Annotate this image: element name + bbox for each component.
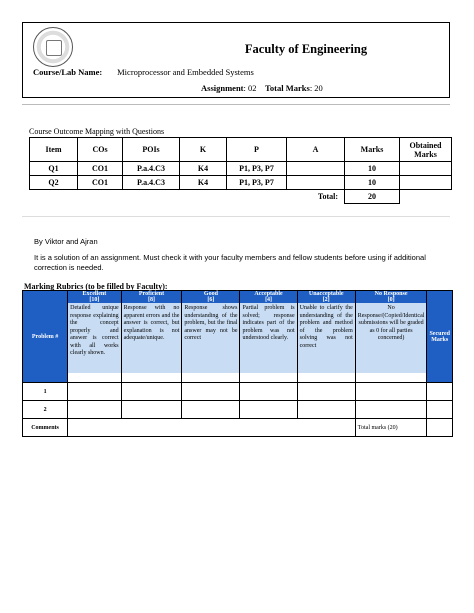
level-acceptable [240, 291, 297, 383]
level-name: Excellent [10] [68, 291, 121, 303]
level-proficient [121, 291, 182, 383]
score-cell[interactable] [297, 383, 355, 401]
table-row [23, 383, 453, 401]
obtained-marks-cell[interactable] [400, 176, 452, 190]
course-label: Course/Lab Name: [33, 67, 103, 77]
score-cell[interactable] [121, 401, 182, 419]
score-cell[interactable] [68, 401, 122, 419]
rubrics-table [22, 290, 453, 437]
authors-text: By Viktor and Ajran [34, 237, 98, 246]
co-mapping-title: Course Outcome Mapping with Questions [29, 127, 165, 136]
level-desc: Response with no apparent errors and the answer is correct, but explanation is not adequate/unique. [122, 303, 182, 373]
col-header: P [227, 138, 287, 162]
cell: Q1 [30, 162, 78, 176]
score-cell[interactable] [355, 401, 427, 419]
secured-marks-header: Secured Marks [427, 291, 453, 383]
co-header-row [30, 138, 452, 162]
level-name: Acceptable [4] [240, 291, 296, 303]
assignment-value: : 02 [243, 83, 257, 93]
note-text: It is a solution of an assignment. Must check it with your faculty members and fellow students before using if additional correction is needed. [34, 253, 426, 272]
cell: K4 [180, 162, 227, 176]
level-name: No Response [0] [356, 291, 427, 303]
total-label: Total: [30, 190, 345, 204]
cell [287, 176, 345, 190]
problem-number: 1 [23, 383, 68, 401]
cell: P.a.4.C3 [123, 162, 180, 176]
cell: P1, P3, P7 [227, 162, 287, 176]
cell: Q2 [30, 176, 78, 190]
course-row [33, 67, 254, 77]
col-header: COs [78, 138, 123, 162]
table-row [30, 162, 452, 176]
cell: K4 [180, 176, 227, 190]
total-value: 20 [345, 190, 400, 204]
level-desc: No Response/(Copied/Identical submissions will be graded as 0 for all parties concerned) [356, 303, 427, 373]
col-header: Item [30, 138, 78, 162]
col-header: A [287, 138, 345, 162]
table-row [23, 401, 453, 419]
rubrics-title: Marking Rubrics (to be filled by Faculty): [24, 282, 168, 291]
level-good [182, 291, 240, 383]
divider [22, 104, 450, 105]
level-desc: Unable to clarify the understanding of the problem and method of the problem solving was not correct [298, 303, 355, 373]
level-name: Proficient [8] [122, 291, 182, 303]
obtained-marks-cell[interactable] [400, 162, 452, 176]
faculty-title: Faculty of Engineering [244, 42, 368, 56]
assignment-label: Assignment [201, 83, 244, 93]
score-cell[interactable] [68, 383, 122, 401]
cell: CO1 [78, 162, 123, 176]
cell: P1, P3, P7 [227, 176, 287, 190]
score-cell[interactable] [297, 401, 355, 419]
course-value: Microprocessor and Embedded Systems [117, 67, 254, 77]
table-row [30, 176, 452, 190]
header-box [22, 22, 450, 98]
comments-row [23, 419, 453, 437]
total-row [30, 190, 452, 204]
level-desc: Partial problem is solved; response indicates part of the problem was not understood clearly. [240, 303, 296, 373]
col-header: K [180, 138, 227, 162]
score-cell[interactable] [182, 401, 240, 419]
co-mapping-table [29, 137, 452, 204]
level-no-response [355, 291, 427, 383]
level-desc: Detailed unique response explaining the concept properly and answer is correct with all works clearly shown. [68, 303, 121, 373]
score-cell[interactable] [240, 383, 297, 401]
cell: 10 [345, 162, 400, 176]
score-cell[interactable] [121, 383, 182, 401]
level-name: Unacceptable [2] [298, 291, 355, 303]
total-marks-label: Total Marks [265, 83, 310, 93]
cell [287, 162, 345, 176]
total-marks-cell[interactable] [427, 419, 453, 437]
problem-number: 2 [23, 401, 68, 419]
level-unacceptable [297, 291, 355, 383]
col-header: Marks [345, 138, 400, 162]
score-cell[interactable] [355, 383, 427, 401]
cell: 10 [345, 176, 400, 190]
assignment-row [201, 83, 323, 93]
secured-cell[interactable] [427, 401, 453, 419]
level-name: Good [6] [182, 291, 239, 303]
comments-label: Comments [23, 419, 68, 437]
level-desc: Response shows understanding of the problem, but the final answer may not be correct [182, 303, 239, 373]
cell: P.a.4.C3 [123, 176, 180, 190]
col-header: Obtained Marks [400, 138, 452, 162]
divider [22, 216, 450, 217]
score-cell[interactable] [240, 401, 297, 419]
total-marks-value: : 20 [309, 83, 323, 93]
score-cell[interactable] [182, 383, 240, 401]
total-marks-label: Total marks (20) [355, 419, 427, 437]
comments-cell[interactable] [68, 419, 356, 437]
col-header: POIs [123, 138, 180, 162]
level-excellent [68, 291, 122, 383]
empty-cell [400, 190, 452, 204]
cell: CO1 [78, 176, 123, 190]
secured-cell[interactable] [427, 383, 453, 401]
problem-header: Problem # [23, 291, 68, 383]
rubrics-header-row [23, 291, 453, 383]
